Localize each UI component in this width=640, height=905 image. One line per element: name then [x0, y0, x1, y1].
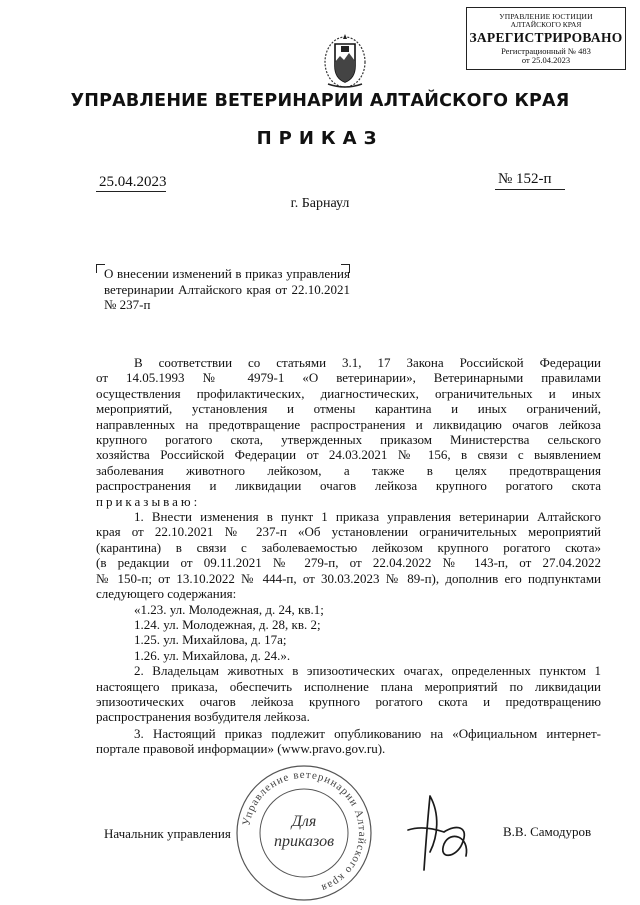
item2-line: эпизоотических очагов лейкоза крупного рогатого скота и предотвращению	[96, 693, 601, 709]
city: г. Барнаул	[290, 196, 350, 211]
stamp-registered-label: ЗАРЕГИСТРИРОВАНО	[469, 30, 623, 45]
signer-position: Начальник управления	[104, 826, 231, 841]
preamble-line: мероприятий, установления и отмены карантина и иных ограничений,	[96, 401, 601, 417]
official-seal	[228, 764, 380, 902]
preamble-line: от 14.05.1993 № 4979-1 «О ветеринарии», Ветеринарными правилами	[96, 370, 601, 386]
number-underline	[495, 189, 565, 190]
item2-line: распространения возбудителя лейкоза.	[96, 709, 310, 725]
item3-line: 3. Настоящий приказ подлежит опубликованию на «Официальном интернет-	[134, 725, 601, 741]
preamble-line: В соответствии со статьями 3.1, 17 Закона Российской Федерации	[134, 355, 601, 370]
preamble-line: крупного рогатого скота, утвержденных приказом Министерства сельского	[96, 432, 601, 448]
order-word: приказываю:	[96, 493, 201, 509]
stamp-registration-number: Регистрационный № 483	[501, 46, 591, 56]
stamp-authority-line1: УПРАВЛЕНИЕ ЮСТИЦИИ	[499, 12, 593, 21]
stamp-authority-line2: АЛТАЙСКОГО КРАЯ	[510, 20, 582, 29]
item1-line: следующего содержания:	[96, 586, 237, 602]
preamble-line: заболевания животного лейкозом, а также в целях предотвращения	[96, 462, 601, 478]
item1-line: № 150-п; от 13.10.2022 № 444-п, от 30.03.2023 № 89-п), дополнив его подпунктами	[96, 570, 601, 586]
subitem: 1.26. ул. Михайлова, д. 24.».	[134, 647, 291, 663]
registration-stamp	[466, 7, 626, 70]
date-underline	[96, 191, 166, 192]
subitem: 1.25. ул. Михайлова, д. 17а;	[134, 632, 287, 648]
item1-line: (в редакции от 09.11.2021 № 279-п, от 22.04.2022 № 143-п, от 27.04.2022	[96, 555, 601, 571]
signer-name: В.В. Самодуров	[503, 824, 592, 839]
handwritten-signature	[400, 786, 490, 878]
preamble-line: осуществления профилактических, диагностических, ограничительных и иных	[96, 385, 601, 401]
order-number: № 152-п	[498, 171, 552, 187]
preamble-line: направленных на предотвращение распространения и ликвидацию очагов лейкоза	[96, 416, 601, 432]
preamble-line: хозяйства Российской Федерации от 24.03.2021 № 156, в связи с выявлением	[96, 447, 601, 463]
item2-line: настоящего приказа, обеспечить исполнение плана мероприятий по ликвидации	[96, 678, 601, 694]
item2-line: 2. Владельцам животных в эпизоотических очагах, определенных пунктом 1	[134, 663, 601, 679]
order-date: 25.04.2023	[99, 174, 167, 190]
order-body	[96, 355, 601, 757]
organization-title: УПРАВЛЕНИЕ ВЕТЕРИНАРИИ АЛТАЙСКОГО КРАЯ	[70, 91, 570, 111]
preamble-line: распространения и ликвидации очагов лейкоза крупного рогатого скота	[96, 478, 601, 494]
item1-line: края от 22.10.2021 № 237-п «Об установлении ограничительных мероприятий	[96, 524, 601, 540]
item1-line: 1. Внести изменения в пункт 1 приказа управления ветеринарии Алтайского	[134, 509, 601, 525]
subitem: «1.23. ул. Молодежная, д. 24, кв.1;	[134, 601, 324, 617]
stamp-registration-date: от 25.04.2023	[521, 55, 571, 65]
item1-line: (карантина) в связи с заболеваемостью лейкозом крупного рогатого скота»	[96, 539, 601, 555]
seal-center-line2: приказов	[273, 833, 335, 850]
item3-line: портале правовой информации» (www.pravo.gov.ru).	[96, 741, 386, 757]
order-subject: О внесении изменений в приказ управления ветеринарии Алтайского края от 22.10.2021 № 237-п	[104, 266, 350, 312]
document-type: ПРИКАЗ	[256, 128, 384, 149]
seal-ring-text: Управление ветеринарии Алтайского края	[240, 768, 369, 895]
altai-krai-coat-of-arms-icon	[322, 32, 368, 90]
seal-center-line1: Для	[291, 813, 317, 830]
subitem: 1.24. ул. Молодежная, д. 28, кв. 2;	[134, 616, 321, 632]
